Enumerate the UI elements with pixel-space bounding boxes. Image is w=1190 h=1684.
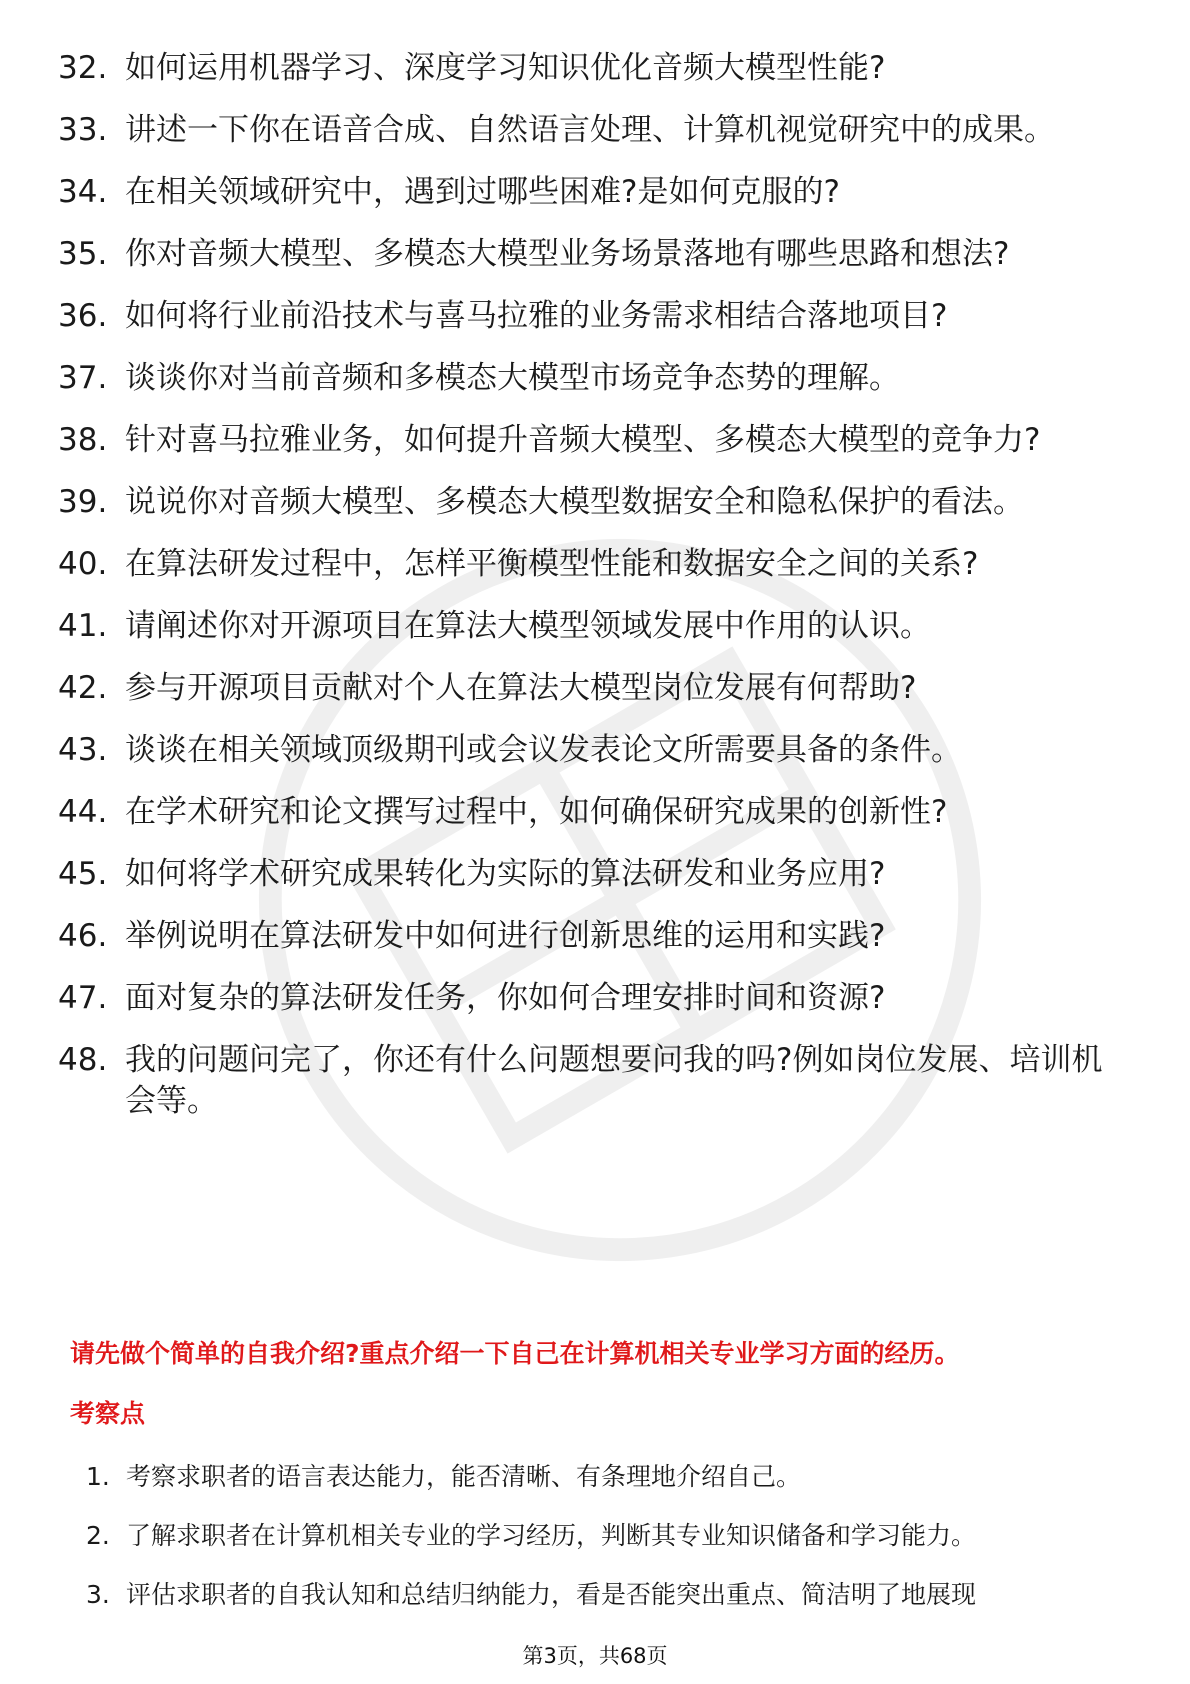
question-number: 39. [58,484,108,520]
question-text: 参与开源项目贡献对个人在算法大模型岗位发展有何帮助? [125,670,917,706]
question-number: 37. [58,360,108,396]
question-text: 讲述一下你在语音合成、自然语言处理、计算机视觉研究中的成果。 [125,112,1055,148]
section-heading: 请先做个简单的自我介绍?重点介绍一下自己在计算机相关专业学习方面的经历。 [70,1339,960,1368]
question-text: 如何运用机器学习、深度学习知识优化音频大模型性能? [125,50,886,86]
question-text: 请阐述你对开源项目在算法大模型领域发展中作用的认识。 [125,608,931,644]
point-text: 考察求职者的语言表达能力，能否清晰、有条理地介绍自己。 [126,1462,802,1491]
list-item [0,1579,1190,1611]
question-item [0,48,1190,89]
question-number: 46. [58,918,108,954]
question-number: 41. [58,608,108,644]
question-number: 45. [58,856,108,892]
question-text: 你对音频大模型、多模态大模型业务场景落地有哪些思路和想法? [125,236,1010,272]
question-text: 针对喜马拉雅业务，如何提升音频大模型、多模态大模型的竞争力? [125,422,1041,458]
question-number: 48. [58,1042,108,1078]
question-item [0,482,1190,523]
question-number: 43. [58,732,108,768]
point-number: 1. [86,1462,110,1491]
question-item [0,234,1190,275]
question-number: 34. [58,174,108,210]
question-text: 我的问题问完了，你还有什么问题想要问我的吗?例如岗位发展、培训机会等。 [125,1042,1103,1119]
assessment-points [0,1461,1190,1638]
question-text: 如何将行业前沿技术与喜马拉雅的业务需求相结合落地项目? [125,298,948,334]
question-number: 42. [58,670,108,706]
question-text: 面对复杂的算法研发任务，你如何合理安排时间和资源? [125,980,886,1016]
question-number: 44. [58,794,108,830]
question-item [0,296,1190,337]
question-item [0,916,1190,957]
question-item [0,792,1190,833]
point-text: 了解求职者在计算机相关专业的学习经历，判断其专业知识储备和学习能力。 [126,1521,977,1550]
list-item [0,1461,1190,1493]
page-number: 第3页，共68页 [522,1644,668,1668]
question-item [0,544,1190,585]
question-item [0,1040,1190,1122]
list-item [0,1520,1190,1552]
point-text: 评估求职者的自我认知和总结归纳能力，看是否能突出重点、简洁明了地展现 [126,1580,977,1609]
question-item [0,730,1190,771]
question-item [0,172,1190,213]
question-number: 35. [58,236,108,272]
question-number: 36. [58,298,108,334]
question-item [0,978,1190,1019]
question-item [0,668,1190,709]
question-text: 谈谈你对当前音频和多模态大模型市场竞争态势的理解。 [125,360,900,396]
question-item [0,420,1190,461]
question-item [0,606,1190,647]
point-number: 3. [86,1580,110,1609]
question-text: 举例说明在算法研发中如何进行创新思维的运用和实践? [125,918,886,954]
question-list [0,48,1190,1143]
point-number: 2. [86,1521,110,1550]
question-text: 如何将学术研究成果转化为实际的算法研发和业务应用? [125,856,886,892]
question-number: 47. [58,980,108,1016]
question-number: 32. [58,50,108,86]
question-item [0,358,1190,399]
question-text: 说说你对音频大模型、多模态大模型数据安全和隐私保护的看法。 [125,484,1024,520]
question-text: 在学术研究和论文撰写过程中，如何确保研究成果的创新性? [125,794,948,830]
question-text: 谈谈在相关领域顶级期刊或会议发表论文所需要具备的条件。 [125,732,962,768]
question-item [0,854,1190,895]
question-number: 38. [58,422,108,458]
question-number: 33. [58,112,108,148]
question-text: 在算法研发过程中，怎样平衡模型性能和数据安全之间的关系? [125,546,979,582]
question-number: 40. [58,546,108,582]
section-subheading: 考察点 [70,1399,146,1428]
question-text: 在相关领域研究中，遇到过哪些困难?是如何克服的? [125,174,840,210]
question-item [0,110,1190,151]
